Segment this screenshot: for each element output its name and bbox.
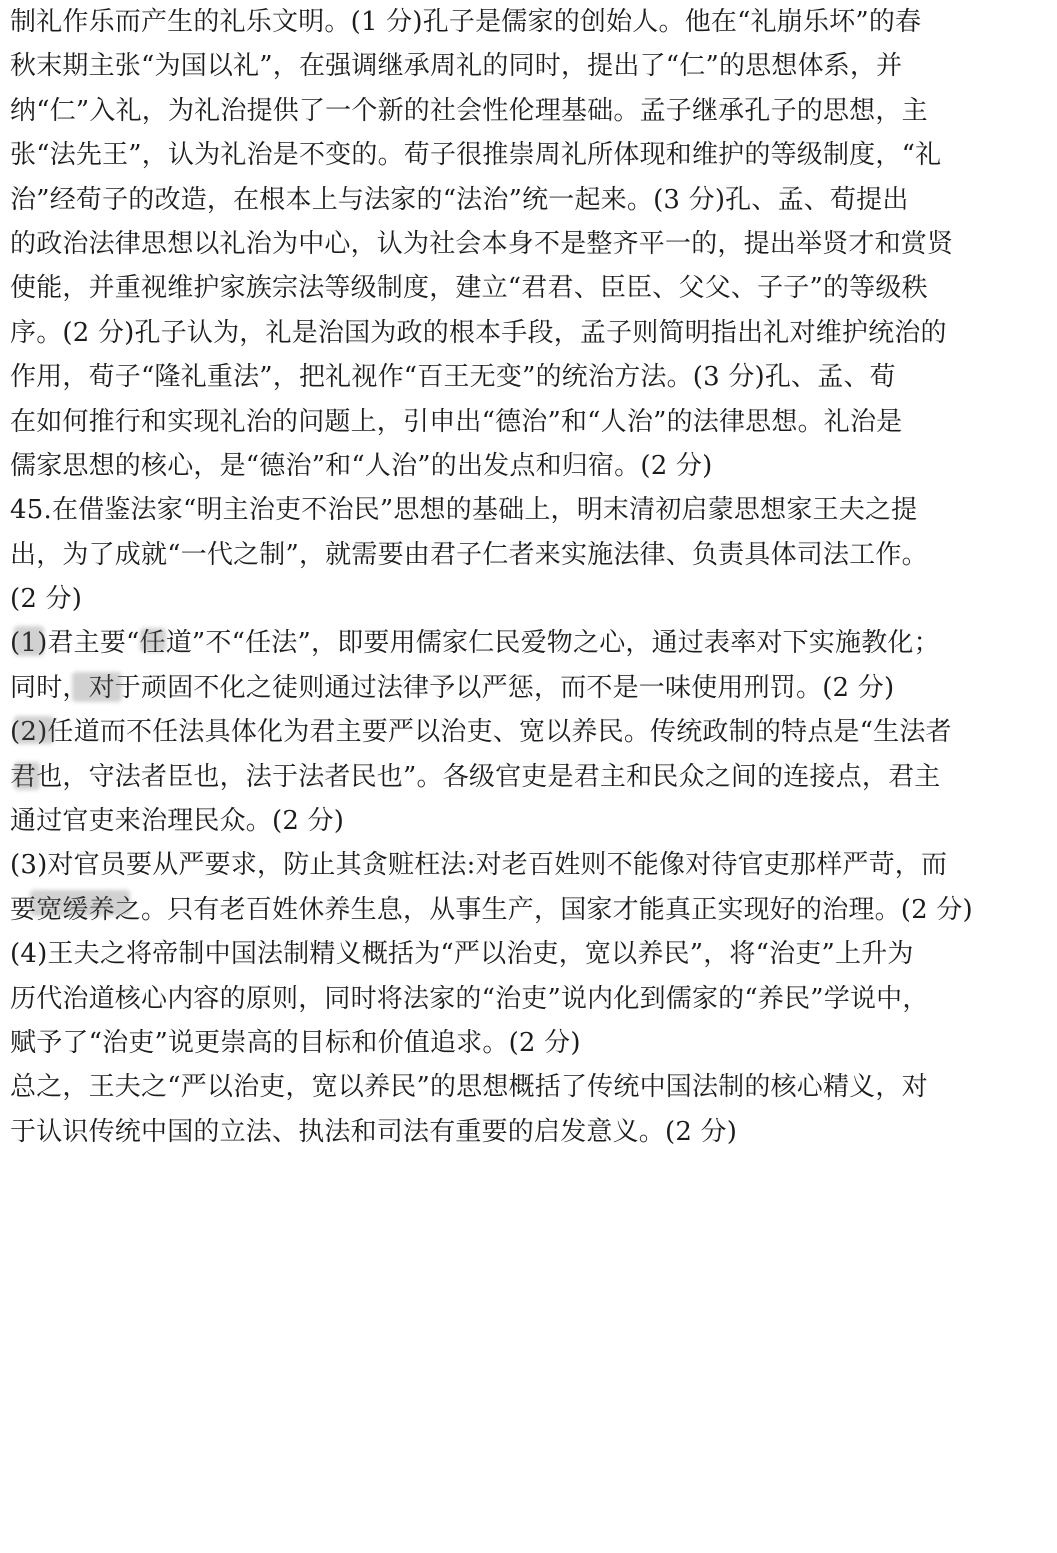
text-line: 要宽缓养之。只有老百姓休养生息，从事生产，国家才能真正实现好的治理。(2 分) [10,894,973,925]
point-2-line: (2)任道而不任法具体化为君主要严以治吏、宽以养民。传统政制的特点是“生法者 [10,717,952,748]
question-45-line: 45.在借鉴法家“明主治吏不治民”思想的基础上，明末清初启蒙思想家王夫之提 [10,495,918,526]
text-line: 序。(2 分)孔子认为，礼是治国为政的根本手段，孟子则简明指出礼对维护统治的 [10,317,947,348]
document-page [10,0,1040,1154]
text-line: 儒家思想的核心，是“德治”和“人治”的出发点和归宿。(2 分) [10,450,713,481]
text-line: 纳“仁”入礼，为礼治提供了一个新的社会性伦理基础。孟子继承孔子的思想，主 [10,95,928,126]
point-4-line: (4)王夫之将帝制中国法制精义概括为“严以治吏，宽以养民”，将“治吏”上升为 [10,939,914,970]
text-line: 使能，并重视维护家族宗法等级制度，建立“君君、臣臣、父父、子子”的等级秩 [10,273,928,304]
text-line: 张“法先王”，认为礼治是不变的。荀子很推崇周礼所体现和维护的等级制度，“礼 [10,140,942,171]
text-line: 作用，荀子“隆礼重法”，把礼视作“百王无变”的统治方法。(3 分)孔、孟、荀 [10,362,896,393]
text-line: 秋末期主张“为国以礼”，在强调继承周礼的同时，提出了“仁”的思想体系，并 [10,51,903,82]
text-line: 赋予了“治吏”说更崇高的目标和价值追求。(2 分) [10,1027,581,1058]
text-line: 治”经荀子的改造，在根本上与法家的“法治”统一起来。(3 分)孔、孟、荀提出 [10,184,909,215]
point-1-line: (1)君主要“任道”不“任法”，即要用儒家仁民爱物之心，通过表率对下实施教化； [10,628,940,659]
point-3-line: (3)对官员要从严要求，防止其贪赃枉法:对老百姓则不能像对待官吏那样严苛，而 [10,850,948,881]
text-line: 的政治法律思想以礼治为中心，认为社会本身不是整齐平一的，提出举贤才和赏贤 [10,228,954,259]
text-line: 历代治道核心内容的原则，同时将法家的“治吏”说内化到儒家的“养民”学说中， [10,983,929,1014]
text-line: 出，为了成就“一代之制”，就需要由君子仁者来实施法律、负责具体司法工作。 [10,539,928,570]
text-line: 制礼作乐而产生的礼乐文明。(1 分)孔子是儒家的创始人。他在“礼崩乐坏”的春 [10,7,922,37]
text-line: 通过官吏来治理民众。(2 分) [10,806,345,837]
conclusion-line: 总之，王夫之“严以治吏，宽以养民”的思想概括了传统中国法制的核心精义，对 [10,1072,928,1103]
score-line: (2 分) [10,584,83,615]
text-line: 君也，守法者臣也，法于法者民也”。各级官吏是君主和民众之间的连接点，君主 [10,761,941,792]
text-line: 同时，对于顽固不化之徒则通过法律予以严惩，而不是一味使用刑罚。(2 分) [10,672,895,703]
text-line: 在如何推行和实现礼治的问题上，引申出“德治”和“人治”的法律思想。礼治是 [10,406,903,437]
text-line: 于认识传统中国的立法、执法和司法有重要的启发意义。(2 分) [10,1116,738,1147]
